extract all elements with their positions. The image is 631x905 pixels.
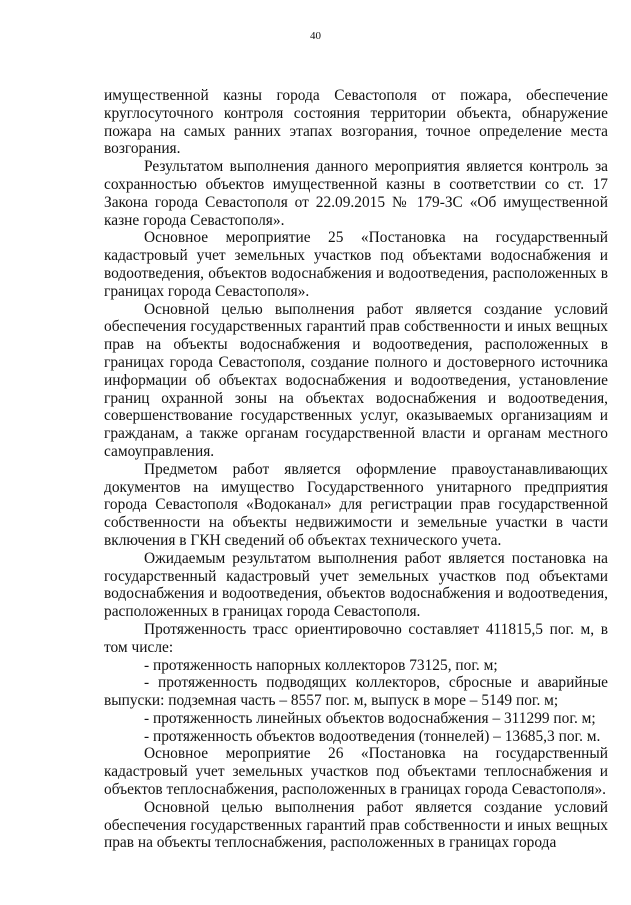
paragraph: Основное мероприятие 25 «Постановка на государственный кадастровый учет земельных участков под объектами водоснабжения и водоотведения, объектов водоснабжения и водоотведения, расположенных в границах города Севастополя». — [104, 229, 608, 300]
paragraph: Основное мероприятие 26 «Постановка на государственный кадастровый учет земельных участков под объектами теплоснабжения и объектов теплоснабжения, расположенных в границах города Севастополя». — [104, 745, 608, 799]
paragraph: Ожидаемым результатом выполнения работ является постановка на государственный кадастровый учет земельных участков под объектами водоснабжения и водоотведения, объектов водоснабжения и водоотведения, расположенных в границах города Севастополя. — [104, 549, 608, 621]
paragraph: имущественной казны города Севастополя от пожара, обеспечение круглосуточного контроля состояния территории объекта, обнаружение пожара на самых ранних этапах возгорания, точное определение места возгорания. — [104, 87, 608, 158]
document-body — [104, 87, 608, 852]
list-item: - протяженность подводящих коллекторов, сбросные и аварийные выпуски: подземная часть – 8557 пог. м, выпуск в море – 5149 пог. м; — [104, 674, 608, 710]
list-item: - протяженность напорных коллекторов 73125, пог. м; — [144, 656, 498, 674]
paragraph: Основной целью выполнения работ является создание условий обеспечения государственных гарантий прав собственности и иных вещных прав на объекты водоснабжения и водоотведения, расположенных в границах города Севастополя, создание полного и достоверного источника информации об объектах водоснабжения и водоотведения, установление границ охранной зоны на объектах водоснабжения и водоотведения, совершенствование государственных услуг, оказываемых организациям и гражданам, а также органам государственной власти и органам местного самоуправления. — [104, 300, 608, 460]
paragraph: Основной целью выполнения работ является создание условий обеспечения государственных гарантий прав собственности и иных вещных прав на объекты теплоснабжения, расположенных в границах города — [104, 798, 608, 852]
list-item: - протяженность объектов водоотведения (тоннелей) – 13685,3 пог. м. — [144, 727, 601, 745]
paragraph: Предметом работ является оформление правоустанавливающих документов на имущество Государственного унитарного предприятия города Севастополя «Водоканал» для регистрации прав государственной собственности на объекты недвижимости и земельные участки в части включения в ГКН сведений об объектах технического учета. — [104, 460, 608, 549]
list-item: - протяженность линейных объектов водоснабжения – 311299 пог. м; — [144, 709, 596, 727]
page-number: 40 — [310, 30, 321, 42]
paragraph: Результатом выполнения данного мероприятия является контроль за сохранностью объектов имущественной казны в соответствии со ст. 17 Закона города Севастополя от 22.09.2015 № 179-ЗС «Об имущественной казне города Севастополя». — [104, 158, 608, 229]
paragraph: Протяженность трасс ориентировочно составляет 411815,5 пог. м, в том числе: — [104, 620, 608, 656]
